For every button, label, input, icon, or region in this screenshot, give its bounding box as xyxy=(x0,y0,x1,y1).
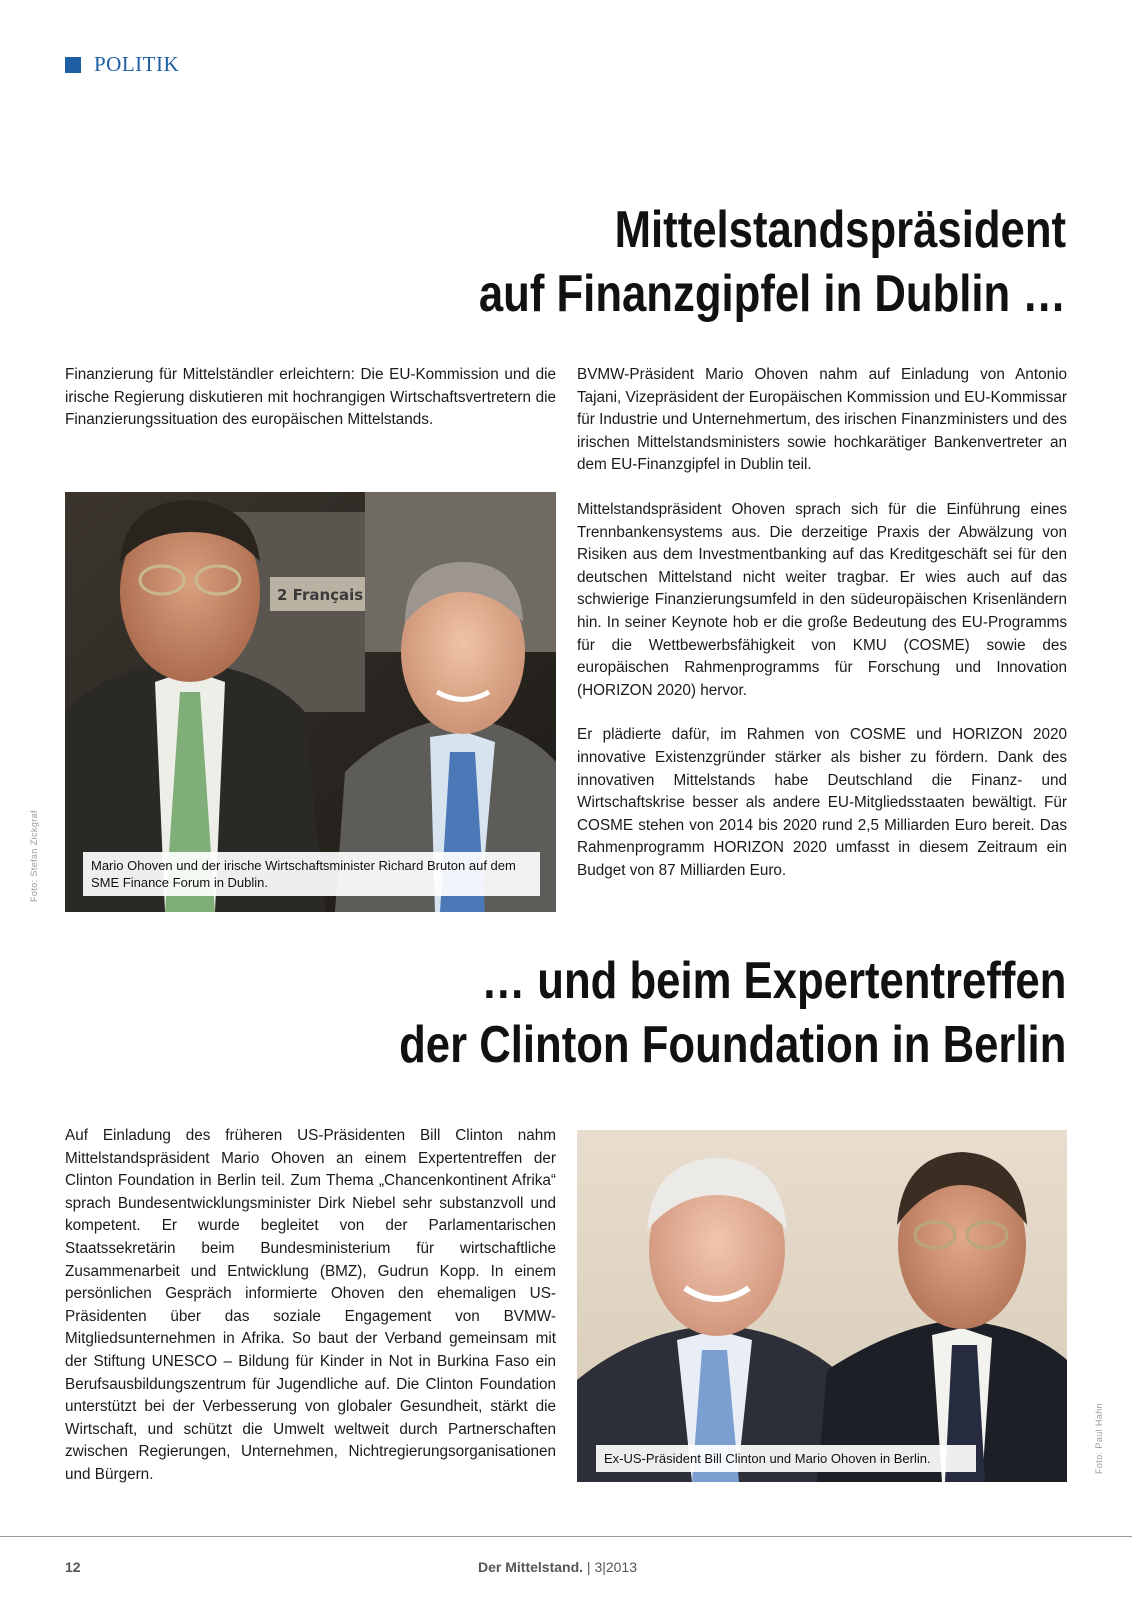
article1-paragraph: Mittelstandspräsident Ohoven sprach sich für die Einführung eines Trennbankensystems aus. Die derzeitige Praxis der Abwälzung von Risiken aus dem Investmentbanking auf das Kreditgeschäft sei für den deutschen Mittelstand nicht weiter tragbar. Er wies auch auf das schwierige Finanzierungsumfeld in den südeuropäischen Krisenländern hin. In seiner Keynote hob er die große Bedeutung des EU-Programms für die Wettbewerbsfähigkeit von KMU (COSME) sowie des europäischen Rahmenprogramms für Forschung und Innovation (HORIZON 2020) hervor. xyxy=(577,500,1067,699)
article2-body xyxy=(65,1125,556,1509)
article2-headline xyxy=(399,949,1066,1077)
footer-divider xyxy=(0,1536,1132,1537)
article1-paragraph: Er plädierte dafür, im Rahmen von COSME und HORIZON 2020 innovative Existenzgründer stärker als bisher zu fördern. Dank des innovativen Mittelstands habe Deutschland die Finanz- und Wirtschaftskrise besser als andere EU-Mitgliedsstaaten bewältigt. Für COSME stehen von 2014 bis 2020 rund 2,5 Milliarden Euro bereit. Das Rahmenprogramm HORIZON 2020 umfasst in diesem Zeitraum ein Budget von 87 Milliarden Euro. xyxy=(577,726,1067,879)
article2-headline-line1: … und beim Expertentreffen xyxy=(481,952,1066,1010)
article1-paragraph: BVMW-Präsident Mario Ohoven nahm auf Einladung von Antonio Tajani, Vizepräsident der Europäischen Kommission und EU-Kommissar für Industrie und Unternehmertum, des irischen Finanzministers und des irischen Mittelstandsministers sowie hochkarätiger Bankenvertreter an dem EU-Finanzgipfel in Dublin teil. xyxy=(577,366,1067,474)
article2-photo-credit: Foto: Paul Hahn xyxy=(1094,1402,1104,1474)
article2-photo xyxy=(577,1130,1067,1482)
article1-intro-text: Finanzierung für Mittelständler erleichtern: Die EU-Kommission und die irische Regierung diskutieren mit hochrangigen Wirtschaftsvertretern die Finanzierungssituation des europäischen Mittelstands. xyxy=(65,366,556,429)
section-marker xyxy=(65,52,179,77)
article1-photo xyxy=(65,492,556,912)
footer-publication xyxy=(478,1559,637,1575)
article2-headline-line2: der Clinton Foundation in Berlin xyxy=(398,1016,1066,1074)
article1-body xyxy=(577,364,1067,904)
article1-photo-caption: Mario Ohoven und der irische Wirtschaftsminister Richard Bruton auf dem SME Finance Forum in Dublin. xyxy=(83,852,540,896)
article1-intro xyxy=(65,364,556,454)
page-number: 12 xyxy=(65,1559,81,1575)
article1-photo-credit: Foto: Stefan Zickgraf xyxy=(29,810,39,902)
publication-name: Der Mittelstand. xyxy=(478,1559,584,1575)
article2-photo-caption: Ex-US-Präsident Bill Clinton und Mario Ohoven in Berlin. xyxy=(596,1445,976,1472)
article1-headline-line1: Mittelstandspräsident xyxy=(614,201,1066,259)
photo-sign-text: 2 Français xyxy=(277,586,364,604)
article2-paragraph: Auf Einladung des früheren US-Präsidenten Bill Clinton nahm Mittelstandspräsident Mario Ohoven an einem Expertentreffen der Clinton Foundation in Berlin teil. Zum Thema „Chancenkontinent Afrika“ sprach Bundesentwicklungsminister Dirk Niebel sehr substanzvoll und kompetent. Er wurde begleitet von der Parlamentarischen Staatssekretärin beim Bundesministerium für wirtschaftliche Zusammenarbeit und Entwicklung (BMZ), Gudrun Kopp. In einem persönlichen Gespräch informierte Ohoven den ehemaligen US-Präsidenten über das soziale Engagement von BVMW-Mitgliedsunternehmen in Afrika. So baut der Verband gemeinsam mit der Stiftung UNESCO – Bildung für Kinder in Not in Burkina Faso ein Berufsausbildungszentrum für Jugendliche auf. Die Clinton Foundation unterstützt bei der Verbesserung von globaler Gesundheit, stärkt die Wirtschaft, und schützt die Umwelt weltweit durch Partnerschaften zwischen Regierungen, Unternehmen, Nichtregierungsorganisationen und Bürgern. xyxy=(65,1127,556,1483)
footer-separator: | xyxy=(586,1559,591,1575)
issue-number: 3|2013 xyxy=(594,1559,638,1575)
section-label: POLITIK xyxy=(94,52,180,76)
section-square-icon xyxy=(65,57,81,73)
article1-headline-line2: auf Finanzgipfel in Dublin … xyxy=(478,265,1066,323)
article1-headline xyxy=(479,198,1066,326)
